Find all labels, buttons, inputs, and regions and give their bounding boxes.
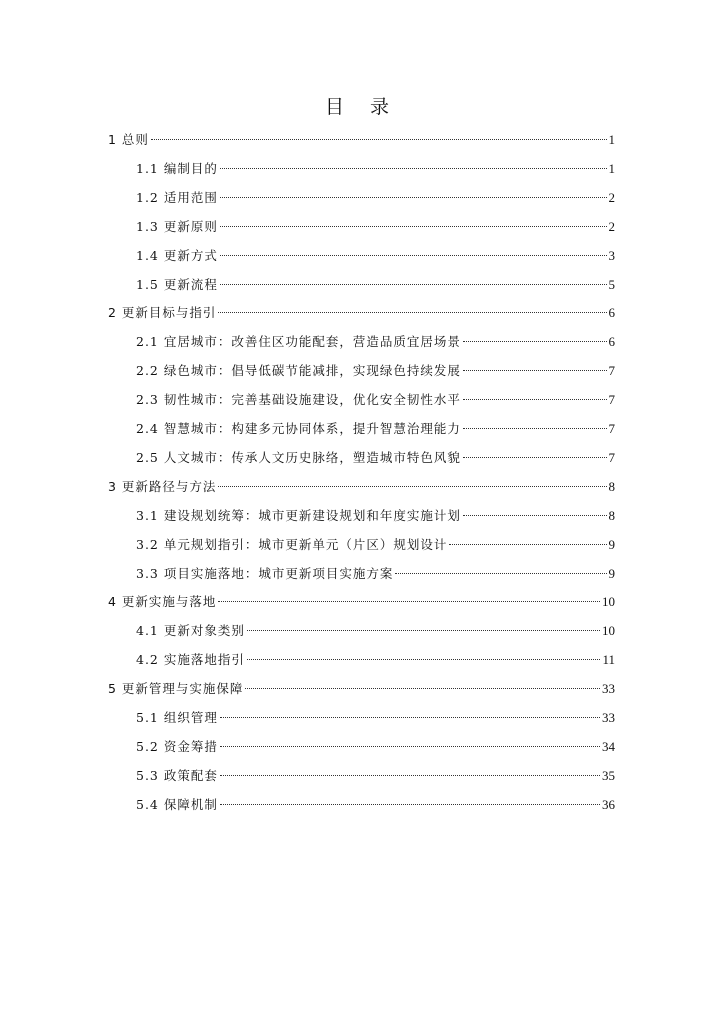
dot-leader — [151, 139, 607, 140]
toc-chapter-entry[interactable] — [108, 679, 615, 699]
toc-section-entry[interactable] — [136, 535, 615, 555]
toc-page-number: 10 — [602, 594, 615, 610]
toc-page-number: 1 — [608, 160, 615, 176]
toc-page-number: 7 — [608, 392, 615, 408]
dot-leader — [220, 804, 600, 805]
toc-entry-label: 1.4 更新方式 — [136, 247, 218, 263]
toc-entry-label: 3.1 建设规划统筹：城市更新建设规划和年度实施计划 — [136, 507, 461, 523]
dot-leader — [463, 370, 607, 371]
toc-entry-label: 2.2 绿色城市：倡导低碳节能减排，实现绿色持续发展 — [136, 363, 461, 379]
toc-section-entry[interactable] — [136, 159, 615, 179]
page-title: 目 录 — [324, 96, 400, 118]
toc-page-number: 35 — [602, 767, 615, 783]
toc-section-entry[interactable] — [136, 506, 615, 526]
toc-entry-label: 4.2 实施落地指引 — [136, 652, 245, 668]
toc-chapter-entry[interactable] — [108, 303, 615, 323]
toc-page-number: 7 — [608, 449, 615, 465]
toc-section-entry[interactable] — [136, 737, 615, 757]
toc-section-entry[interactable] — [136, 246, 615, 266]
toc-entry-label: 1.5 更新流程 — [136, 276, 218, 292]
toc-page-number: 8 — [608, 507, 615, 523]
toc-page-number: 10 — [602, 623, 615, 639]
dot-leader — [220, 717, 600, 718]
dot-leader — [220, 284, 607, 285]
dot-leader — [463, 515, 607, 516]
toc-page-number: 6 — [608, 305, 615, 321]
dot-leader — [247, 659, 601, 660]
toc-page-number: 7 — [608, 363, 615, 379]
toc-section-entry[interactable] — [136, 361, 615, 381]
toc-entry-label: 4 更新实施与落地 — [108, 594, 217, 610]
toc-entry-label: 3.2 单元规划指引：城市更新单元（片区）规划设计 — [136, 536, 448, 552]
toc-section-entry[interactable] — [136, 708, 615, 728]
toc-section-entry[interactable] — [136, 332, 615, 352]
toc-entry-label: 3 更新路径与方法 — [108, 478, 217, 494]
dot-leader — [463, 457, 607, 458]
toc-entry-label: 2.1 宜居城市：改善住区功能配套，营造品质宜居场景 — [136, 334, 461, 350]
dot-leader — [218, 601, 600, 602]
toc-entry-label: 1.2 适用范围 — [136, 189, 218, 205]
toc-page-number: 9 — [608, 536, 615, 552]
toc-entry-label: 5.4 保障机制 — [136, 796, 218, 812]
dot-leader — [220, 197, 607, 198]
toc-section-entry[interactable] — [136, 448, 615, 468]
toc-page-number: 8 — [608, 478, 615, 494]
toc-section-entry[interactable] — [136, 621, 615, 641]
dot-leader — [395, 573, 606, 574]
toc-entry-label: 2.3 韧性城市：完善基础设施建设，优化安全韧性水平 — [136, 392, 461, 408]
toc-section-entry[interactable] — [136, 188, 615, 208]
toc-entry-label: 1 总则 — [108, 132, 149, 147]
toc-page-number: 7 — [608, 421, 615, 436]
toc-page-number: 5 — [608, 276, 615, 292]
dot-leader — [245, 688, 600, 689]
dot-leader — [218, 486, 606, 487]
toc-page-number: 1 — [608, 132, 615, 147]
toc-entry-label: 1.1 编制目的 — [136, 160, 218, 176]
dot-leader — [463, 399, 607, 400]
toc-section-entry[interactable] — [136, 419, 615, 439]
dot-leader — [247, 630, 600, 631]
toc-entry-label: 1.3 更新原则 — [136, 218, 218, 234]
toc-section-entry[interactable] — [136, 795, 615, 815]
toc-entry-label: 3.3 项目实施落地：城市更新项目实施方案 — [136, 565, 394, 581]
toc-entry-label: 4.1 更新对象类别 — [136, 623, 245, 639]
toc-entry-label: 5 更新管理与实施保障 — [108, 681, 244, 697]
toc-page-number: 36 — [602, 796, 615, 812]
toc-page-number: 3 — [608, 247, 615, 263]
toc-page-number: 34 — [602, 738, 615, 754]
toc-section-entry[interactable] — [136, 217, 615, 237]
dot-leader — [218, 312, 606, 313]
toc-entry-label: 5.1 组织管理 — [136, 710, 218, 725]
toc-section-entry[interactable] — [136, 564, 615, 584]
toc-section-entry[interactable] — [136, 275, 615, 295]
toc-entry-label: 5.3 政策配套 — [136, 767, 218, 783]
toc-page-number: 2 — [608, 218, 615, 234]
toc-page-number: 2 — [608, 189, 615, 205]
toc-entry-label: 5.2 资金筹措 — [136, 738, 218, 754]
toc-page-number: 33 — [602, 681, 615, 697]
toc-page-number: 9 — [608, 565, 615, 581]
toc-section-entry[interactable] — [136, 390, 615, 410]
toc-page-number: 11 — [602, 652, 615, 668]
toc-chapter-entry[interactable] — [108, 477, 615, 497]
toc-page-number: 33 — [602, 710, 615, 725]
dot-leader — [220, 226, 607, 227]
dot-leader — [220, 746, 600, 747]
toc-page-number: 6 — [608, 334, 615, 350]
dot-leader — [463, 341, 607, 342]
toc-section-entry[interactable] — [136, 650, 615, 670]
dot-leader — [220, 255, 607, 256]
toc-entry-label: 2.5 人文城市：传承人文历史脉络，塑造城市特色风貌 — [136, 449, 461, 465]
toc-section-entry[interactable] — [136, 766, 615, 786]
dot-leader — [220, 775, 600, 776]
dot-leader — [463, 428, 607, 429]
toc-chapter-entry[interactable] — [108, 130, 615, 150]
toc-entry-label: 2 更新目标与指引 — [108, 305, 217, 321]
dot-leader — [220, 168, 607, 169]
toc-entry-label: 2.4 智慧城市：构建多元协同体系，提升智慧治理能力 — [136, 421, 461, 436]
toc-chapter-entry[interactable] — [108, 592, 615, 612]
dot-leader — [449, 544, 606, 545]
